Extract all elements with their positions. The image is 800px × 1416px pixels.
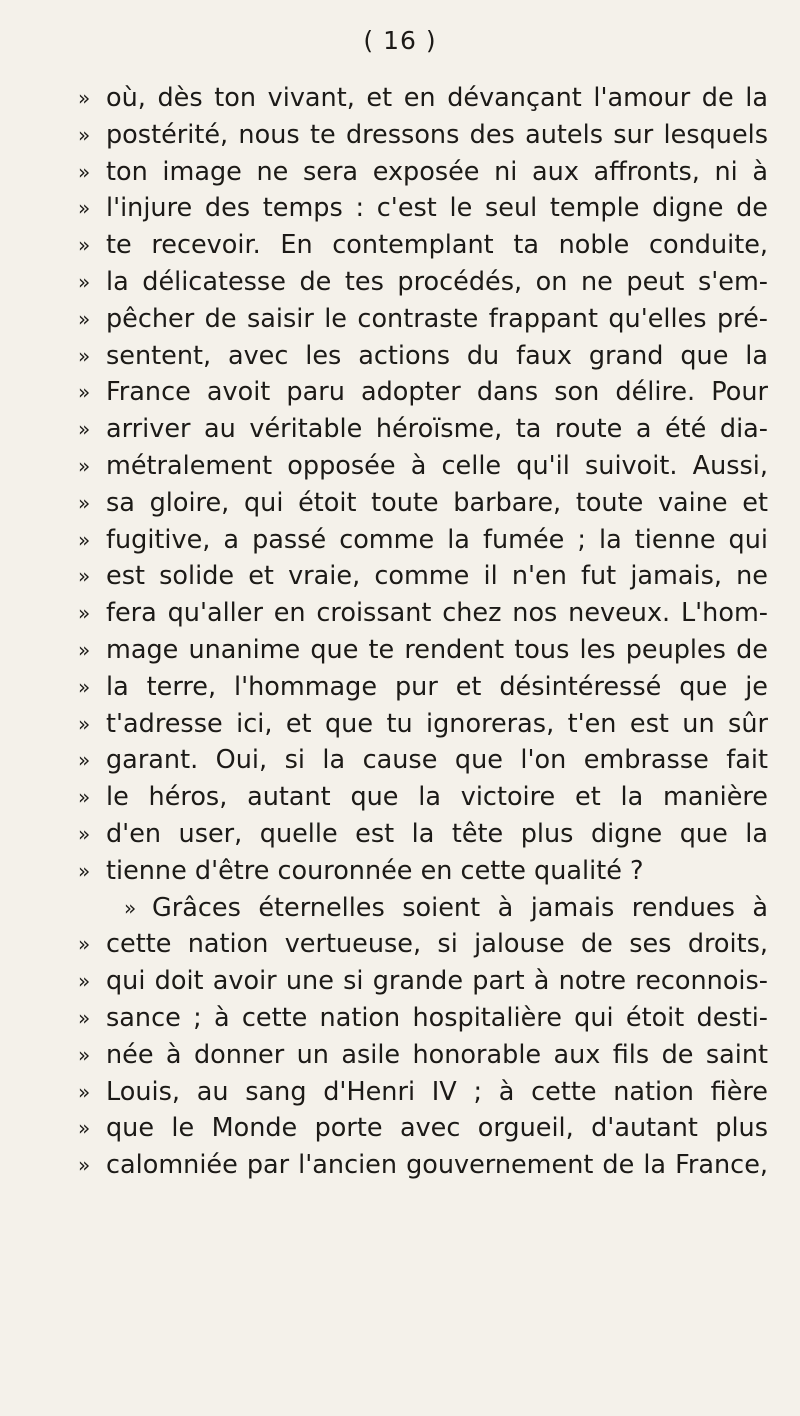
text-line — [78, 632, 768, 669]
quote-mark: » — [78, 821, 91, 846]
quote-mark: » — [78, 785, 91, 810]
text-line — [78, 301, 768, 338]
text-line — [78, 706, 768, 743]
quote-mark: » — [78, 159, 91, 184]
line-text: d'en user, quelle est la tête plus digne que la — [106, 818, 768, 849]
line-text: sentent, avec les actions du faux grand que la — [106, 340, 768, 371]
quote-mark: » — [78, 932, 91, 957]
text-line — [78, 963, 768, 1000]
line-text: née à donner un asile honorable aux fils de saint — [106, 1039, 768, 1070]
text-line — [78, 926, 768, 963]
quote-mark: » — [78, 453, 91, 478]
quote-mark: » — [78, 564, 91, 589]
line-text: sance ; à cette nation hospitalière qui étoit desti- — [106, 1002, 768, 1033]
text-line — [78, 816, 768, 853]
text-line — [78, 264, 768, 301]
quote-mark: » — [78, 1153, 91, 1178]
quote-mark: » — [78, 711, 91, 736]
text-line — [78, 558, 768, 595]
text-line — [78, 779, 768, 816]
text-line — [78, 80, 768, 117]
line-text: te recevoir. En contemplant ta noble conduite, — [106, 230, 768, 261]
text-line — [78, 374, 768, 411]
line-text: où, dès ton vivant, et en dévançant l'amour de la — [106, 83, 768, 113]
line-text: fera qu'aller en croissant chez nos neveux. L'hom- — [106, 598, 768, 629]
text-line — [78, 1074, 768, 1111]
text-line — [78, 1147, 768, 1184]
text-line — [78, 742, 768, 779]
quote-mark: » — [78, 417, 91, 442]
text-line — [78, 1000, 768, 1037]
line-text: ton image ne sera exposée ni aux affronts, ni à — [106, 156, 768, 187]
line-text: t'adresse ici, et que tu ignoreras, t'en est un sûr — [106, 708, 768, 739]
quote-mark: » — [78, 196, 91, 221]
quote-mark: » — [78, 637, 91, 662]
line-text: la terre, l'hommage pur et désintéressé que je — [106, 671, 768, 702]
text-line — [78, 338, 768, 375]
text-line — [78, 669, 768, 706]
page-number: ( 16 ) — [363, 26, 437, 55]
quote-mark: » — [78, 269, 91, 294]
line-text: cette nation vertueuse, si jalouse de ses droits, — [106, 929, 768, 960]
quote-mark: » — [78, 527, 91, 552]
text-line — [78, 411, 768, 448]
line-text: Louis, au sang d'Henri IV ; à cette nation fière — [106, 1076, 768, 1107]
text-line — [78, 522, 768, 559]
quote-mark: » — [78, 122, 91, 147]
quote-mark: » — [78, 1079, 91, 1104]
line-text: sa gloire, qui étoit toute barbare, toute vaine et — [106, 487, 768, 518]
line-text: la délicatesse de tes procédés, on ne peut s'em- — [106, 266, 768, 297]
line-text: garant. Oui, si la cause que l'on embrasse fait — [106, 745, 768, 776]
text-line — [78, 117, 768, 154]
text-line — [78, 190, 768, 227]
line-text: pêcher de saisir le contraste frappant qu'elles pré- — [106, 303, 768, 334]
quote-mark: » — [124, 895, 137, 920]
line-text: qui doit avoir une si grande part à notre reconnois- — [106, 966, 768, 997]
quote-mark: » — [78, 490, 91, 515]
quote-mark: » — [78, 1005, 91, 1030]
line-text: que le Monde porte avec orgueil, d'autant plus — [106, 1113, 768, 1144]
text-line — [78, 1037, 768, 1074]
line-text: mage unanime que te rendent tous les peuples de — [106, 634, 768, 665]
text-line — [78, 595, 768, 632]
line-text: Grâces éternelles soient à jamais rendues à — [152, 892, 768, 923]
text-line — [78, 485, 768, 522]
quote-mark: » — [78, 86, 91, 110]
quote-mark: » — [78, 343, 91, 368]
line-text: arriver au véritable héroïsme, ta route a été dia- — [106, 414, 768, 445]
text-line — [78, 890, 768, 927]
quote-mark: » — [78, 1042, 91, 1067]
quote-mark: » — [78, 969, 91, 994]
quote-mark: » — [78, 601, 91, 626]
quote-mark: » — [78, 858, 91, 883]
quote-mark: » — [78, 306, 91, 331]
line-text: calomniée par l'ancien gouvernement de la France, — [106, 1150, 768, 1181]
line-text: tienne d'être couronnée en cette qualité ? — [106, 855, 644, 886]
quote-mark: » — [78, 380, 91, 405]
quote-mark: » — [78, 1116, 91, 1141]
line-text: l'injure des temps : c'est le seul temple digne de — [106, 193, 768, 224]
text-line — [78, 448, 768, 485]
line-text: postérité, nous te dressons des autels sur lesquels — [106, 119, 768, 150]
line-text: est solide et vraie, comme il n'en fut jamais, ne — [106, 561, 768, 592]
line-text: fugitive, a passé comme la fumée ; la tienne qui — [106, 524, 768, 555]
quote-mark: » — [78, 233, 91, 258]
text-line — [78, 154, 768, 191]
text-line — [78, 853, 768, 890]
line-text: le héros, autant que la victoire et la manière — [106, 782, 768, 813]
line-text: métralement opposée à celle qu'il suivoit. Aussi, — [106, 450, 768, 481]
body-text — [78, 80, 768, 1184]
quote-mark: » — [78, 674, 91, 699]
line-text: France avoit paru adopter dans son délire. Pour — [106, 377, 768, 408]
text-line — [78, 227, 768, 264]
text-line — [78, 1110, 768, 1147]
quote-mark: » — [78, 748, 91, 773]
